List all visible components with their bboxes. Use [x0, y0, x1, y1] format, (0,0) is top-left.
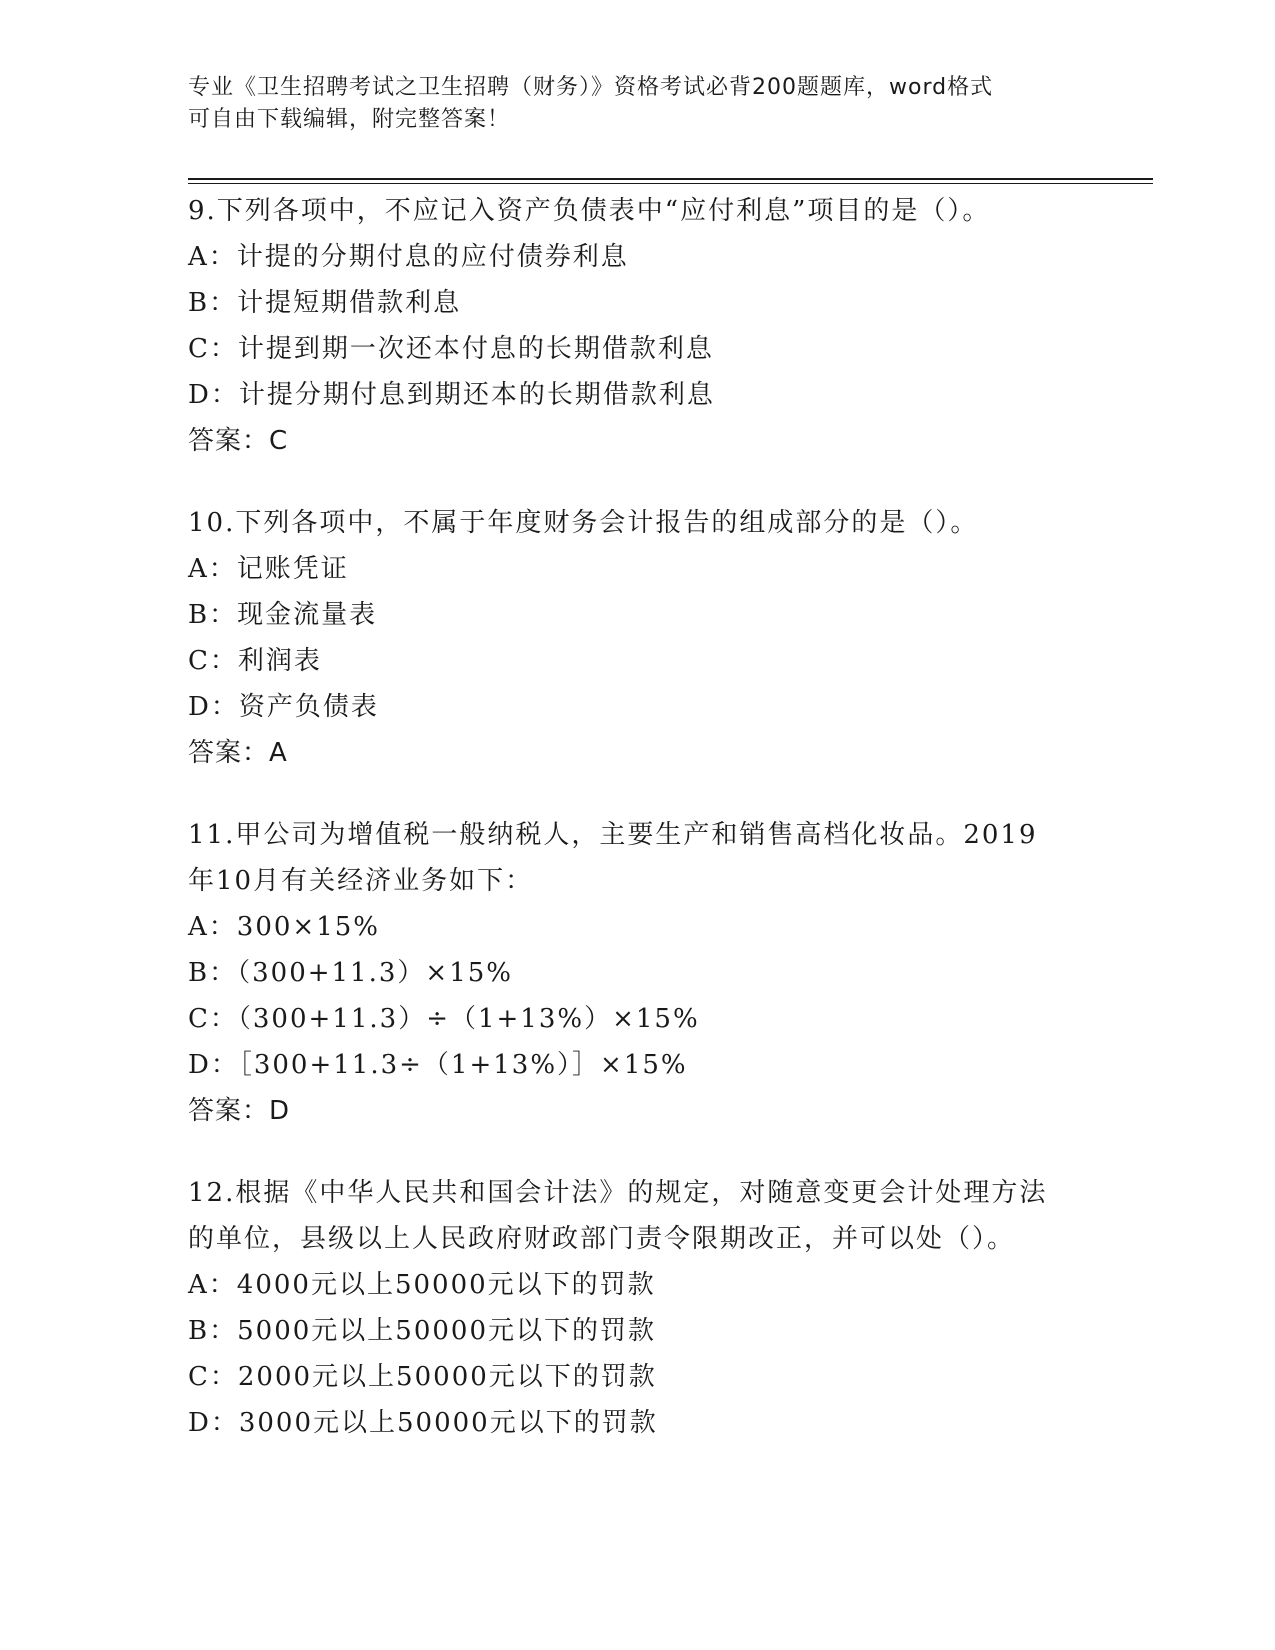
answer-option: A：4000元以上50000元以下的罚款: [188, 1270, 656, 1300]
question-stem-line: 的单位，县级以上人民政府财政部门责令限期改正，并可以处（）。: [188, 1224, 1016, 1254]
answer-option: D：计提分期付息到期还本的长期借款利息: [188, 380, 715, 410]
header-line-2: 可自由下载编辑，附完整答案！: [188, 107, 511, 132]
question-stem: [188, 500, 1088, 546]
answer-option: B：计提短期借款利息: [188, 288, 462, 318]
question-stem-line: 12.根据《中华人民共和国会计法》的规定，对随意变更会计处理方法: [188, 1178, 1048, 1208]
answer-option: C：（300+11.3）÷（1+13%）×15%: [188, 1004, 700, 1034]
document-header: [188, 72, 1068, 136]
answer-option: B：5000元以上50000元以下的罚款: [188, 1316, 656, 1346]
answer-key: 答案：A: [188, 738, 288, 768]
answer-option: C：利润表: [188, 646, 322, 676]
header-divider-thick: [188, 178, 1153, 180]
answer-key: 答案：C: [188, 426, 289, 456]
answer-key: 答案：D: [188, 1096, 291, 1126]
answer-option: D：3000元以上50000元以下的罚款: [188, 1408, 658, 1438]
question-block: [188, 812, 1088, 1134]
header-line-1: 专业《卫生招聘考试之卫生招聘（财务）》资格考试必背200题题库，word格式: [188, 75, 994, 100]
question-stem-line: 年10月有关经济业务如下：: [188, 866, 534, 896]
question-block: [188, 500, 1088, 776]
header-divider-thin: [188, 183, 1153, 184]
question-stem-line: 9.下列各项中，不应记入资产负债表中“应付利息”项目的是（）。: [188, 196, 991, 226]
answer-option: A：300×15%: [188, 912, 380, 942]
question-block: [188, 1170, 1088, 1446]
question-block: [188, 188, 1088, 464]
answer-option: C：计提到期一次还本付息的长期借款利息: [188, 334, 714, 364]
answer-option: B：现金流量表: [188, 600, 378, 630]
question-stem: [188, 1170, 1088, 1262]
answer-option: A：记账凭证: [188, 554, 349, 584]
answer-option: D：［300+11.3÷（1+13%）］×15%: [188, 1050, 688, 1080]
answer-option: D：资产负债表: [188, 692, 379, 722]
question-list: [188, 188, 1088, 1482]
question-stem: [188, 188, 1088, 234]
question-stem-line: 10.下列各项中，不属于年度财务会计报告的组成部分的是（）。: [188, 508, 979, 538]
question-stem: [188, 812, 1088, 904]
answer-option: C：2000元以上50000元以下的罚款: [188, 1362, 657, 1392]
answer-option: A：计提的分期付息的应付债券利息: [188, 242, 629, 272]
answer-option: B：（300+11.3）×15%: [188, 958, 513, 988]
question-stem-line: 11.甲公司为增值税一般纳税人，主要生产和销售高档化妆品。2019: [188, 820, 1038, 850]
